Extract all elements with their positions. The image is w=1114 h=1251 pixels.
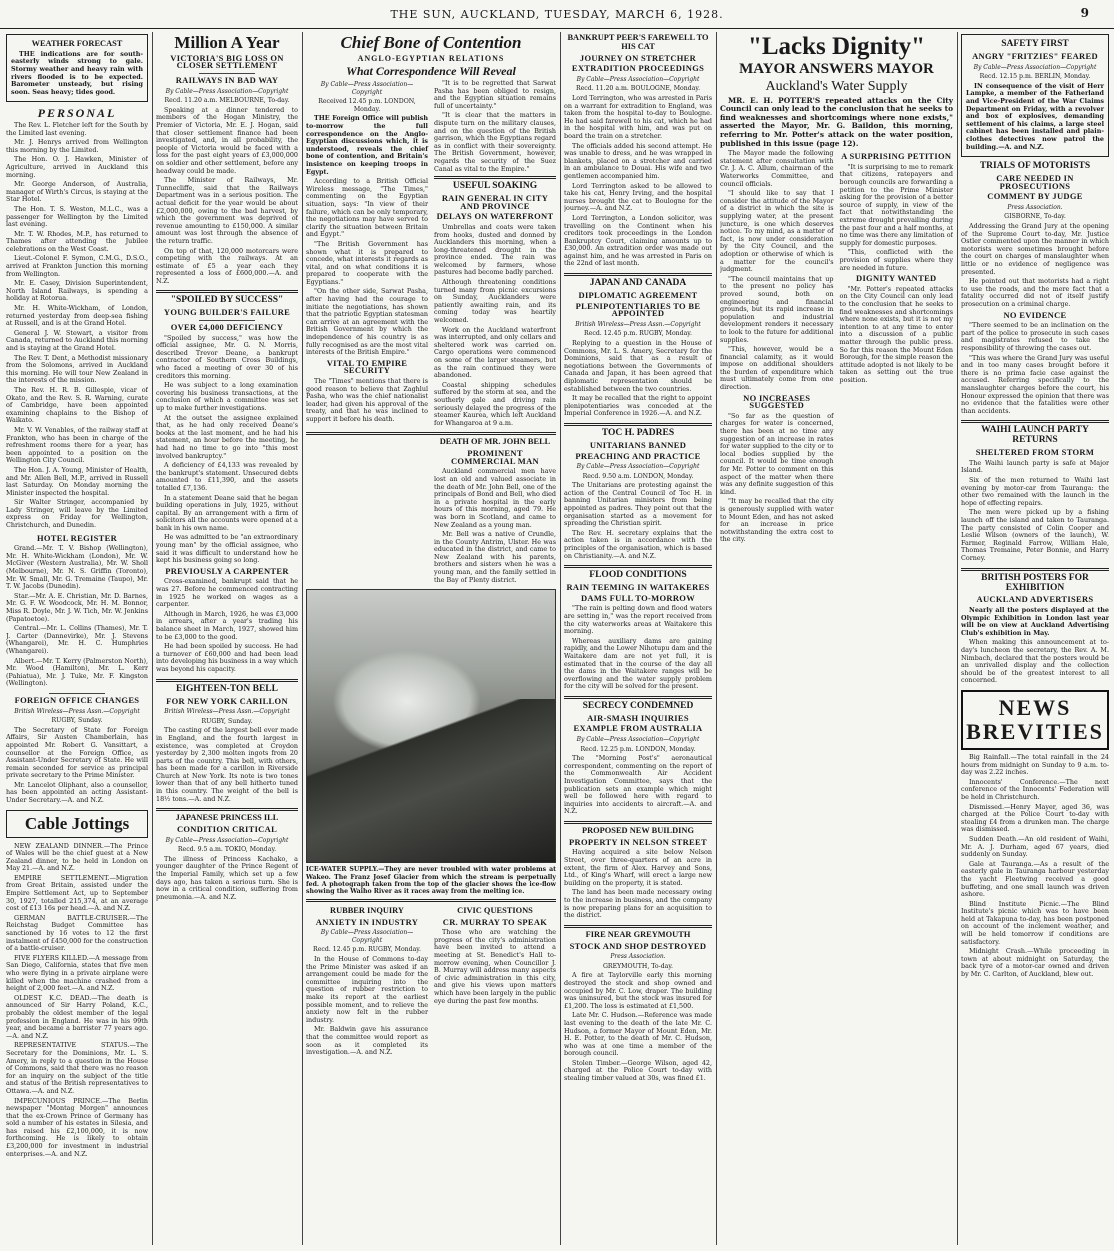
japan-canada-article: [564, 279, 712, 418]
paragraph: Nearly all the posters displayed at the Olympic Exhibition in London last year will be on view at Auckland Advertising Club's exhibition in May.: [961, 606, 1109, 637]
text-column: [434, 80, 556, 429]
subheading: A SURPRISING PETITION: [841, 151, 952, 162]
dateline: Recd. 12.15 p.m. BERLIN, Monday.: [979, 73, 1091, 81]
deck: DAMS FULL TO-MORROW: [580, 592, 695, 603]
divider: [961, 420, 1109, 423]
headline: FIRE NEAR GREYMOUTH: [585, 929, 691, 939]
paragraph: The Rev. H. R. B. Gillespie, vicar of Okato, and the Rev. S. R. Warning, curate of Cambridge, have been appointed examining chaplains to the Bishop of Waikato.: [6, 385, 148, 425]
headline: WEATHER FORECAST: [31, 39, 123, 48]
bankrupt-peer-article: [564, 34, 712, 268]
paragraph: Grand.—Mr. T. V. Bishop (Wellington), Mr. H. White-Wickham (London), Mr. W. McGiver (Western Australia), Mr. W. Sholl (Melbourne), Mr. N. S. Griffin (Toronto), Mr. W. Small, Mr. G. Tremaine (Taupo), Mr. T. W. Jacobs (Dunedin).: [6, 544, 148, 591]
credit-line: Press Association.: [1007, 203, 1063, 211]
headline: USEFUL SOAKING: [452, 181, 538, 192]
paragraph: Although threatening conditions turned many from picnic excursions on Sunday, Aucklanders were patiently awaiting rain, and its coming today was heartily welcomed.: [434, 278, 556, 325]
dateline: Received 12.45 p.m. LONDON, Monday.: [318, 98, 416, 113]
cable-jottings: [6, 810, 148, 838]
headline: RUBBER INQUIRY: [330, 905, 404, 915]
divider: [156, 679, 298, 682]
paragraph: Big Rainfall.—The total rainfall in the 24 hours from midnight on Sunday to 9 a.m. to-day was 2.22 inches.: [961, 753, 1109, 777]
paragraph: THE Foreign Office will publish to-morrow the full correspondence on the Anglo-Egyptian discussions which, it is understood, reveals the chief bone of contention, and Britain's insistence on keeping troops in Egypt.: [306, 114, 428, 176]
paragraph: Mr. T. W. Rhodes, M.P., has returned to Thames after attending the Jubilee celebrations on the West Coast.: [6, 229, 148, 253]
dateline: GISBORNE, To-day.: [1004, 213, 1066, 221]
dateline: Recd. 9.50 a.m. LONDON, Monday.: [582, 472, 694, 480]
headline: Million A Year: [174, 33, 280, 52]
paragraph: Gale at Tauranga.—As a result of the easterly gale in Tauranga harbour yesterday the yacht Fleetwing received a good buffeting, and one small launch was driven ashore.: [961, 859, 1109, 899]
foreign-office-article: [6, 694, 148, 805]
paragraph: Having acquired a site below Nelson Street, over three-quarters of an acre in extent, the firm of Alex. Harvey and Sons, Ltd., of King's Wharf, will erect a large new building on the property, it is stated.: [564, 848, 712, 887]
headline: JAPAN AND CANADA: [589, 278, 687, 289]
paragraph: OLDEST K.C. DEAD.—The death is announced of Sir Harry Poland, K.C., probably the oldest member of the legal profession in England. He was in his 99th year, and became a barrister 77 years ago.—A. and N.Z.: [6, 993, 148, 1040]
paragraph: At the outset the assignee explained that, as he had only received Deane's books at the last moment, and he had his statement, an hour before the meeting, he had had no time to go into "this most involved bankruptcy.": [156, 413, 298, 460]
dateline: Recd. 11.20 a.m. MELBOURNE, To-day.: [164, 97, 290, 105]
paragraph: Mr. J. Henrys arrived from Wellington this morning by the Limited.: [6, 138, 148, 154]
bell-article: [156, 685, 298, 804]
subheadline: AIR-SMASH INQUIRIES: [587, 712, 689, 723]
paragraph: "The rain is pelting down and flood waters are setting in," was the report received from the city waterworks areas at Waitakere this morning.: [564, 604, 712, 636]
paragraph: Dismissed.—Henry Mayer, aged 36, was charged at the Police Court to-day with stealing £4 from a drunken man. The charge was dismissed.: [961, 802, 1109, 834]
text-column: [306, 80, 428, 429]
column-5: [720, 32, 953, 1247]
deck: PLENIPOTENTIARIES TO BE APPOINTED: [575, 300, 701, 319]
paragraph: "I should like to say that I consider the attitude of the Mayor of a district in which the site is supplying water, at the present juncture, is one which deserves notice. To my mind, as a matter of fact, is now under consideration by the City Council, and the adoption or otherwise of which is a matter for the council's judgment.: [720, 189, 834, 274]
paragraph: "It is to be regretted that Sarwat Pasha has been obliged to resign, and the Egyptian situation remains full of uncertainty.": [434, 79, 556, 110]
subheadline: JOURNEY ON STRETCHER: [579, 52, 697, 63]
safety-first-article: [961, 34, 1109, 157]
paragraph: Mr. George Anderson, of Australia, manager of Wirth's Circus, is staying at the Star Hotel.: [6, 180, 148, 204]
headline: DEATH OF MR. JOHN BELL: [439, 437, 551, 447]
paragraph: The Rev. L. Fletcher left for the South by the Limited last evening.: [6, 120, 148, 137]
paragraph: FIVE FLYERS KILLED.—A message from San Diego, California, states that five men who were flying in a private airplane were killed when the machine crashed from a height of 2,000 feet.—A. and N.Z.: [6, 953, 148, 993]
subheadline: CR. MURRAY TO SPEAK: [442, 916, 548, 927]
subheading: NO EVIDENCE: [1003, 309, 1067, 320]
divider: [199, 320, 256, 321]
dateline: RUGBY, Sunday.: [51, 717, 103, 725]
paragraph: Mr. H. White-Wickham, of London, returned yesterday from deep-sea fishing at Russell, and is at the Grand Hotel.: [6, 304, 148, 328]
paragraph: "So far as the question of charges for water is concerned, there has been at no time any suggestion of an increase in rates for water supplied to the city or to local bodies supplied by the council. It would be time enough for Mr. Potter to comment on this aspect of the matter when there was any definite suggestion of this kind.: [720, 411, 834, 496]
headline: JAPANESE PRINCESS ILL: [175, 813, 279, 823]
spoiled-article: [156, 296, 298, 673]
subheadline: SHELTERED FROM STORM: [975, 447, 1095, 458]
paragraph: The officials added his second attempt. He was unable to dress, and he was wrapped in blankets, placed on a stretcher and carried in an ambulance to Douai. His wife and two gentlemen accompanied him.: [564, 141, 712, 180]
paragraph: It may be recalled that the right to appoint plenipotentiaries was conceded at the Imperial Conference in 1926.—A. and N.Z.: [564, 394, 712, 418]
paragraph: The Waihi launch party is safe at Major Island.: [961, 458, 1109, 475]
divider: [564, 423, 712, 426]
two-column-body: [306, 905, 556, 1059]
headline: FOREIGN OFFICE CHANGES: [14, 694, 140, 705]
paragraph: "The British Government has shown what it is prepared to concede, what interests it regards as vital, and on what conditions it is prepared to cooperate with the Egyptians.": [306, 239, 428, 286]
credit-line: By Cable—Press Association—Copyright: [165, 836, 289, 844]
paragraph: In a statement Deane said that he began building operations in July, 1925, without capital. By an arrangement with a firm of solicitors all the accounts were opened at a bank in his own name.: [156, 493, 298, 532]
deck: DELAYS ON WATERFRONT: [436, 211, 554, 222]
dateline: Recd. 12.45 p.m. RUGBY, Monday.: [584, 330, 692, 338]
rubber-article: [306, 905, 428, 1059]
subheadline: CONDITION CRITICAL: [176, 824, 278, 835]
paragraph: REPRESENTATIVE STATUS.—The Secretary for the Dominions, Mr. L. S. Amery, in reply to a question in the House of Commons, said that there was no reason for an inquiry on the subject of the title and status of the British representatives to Ottawa.—A. and N.Z.: [6, 1041, 148, 1095]
trials-motorists-article: [961, 162, 1109, 415]
paragraph: Stolen Timber.—George Wilson, aged 42, charged at the Police Court to-day with stealing timber valued at 30s, was fined £1.: [564, 1058, 712, 1083]
paragraph: Replying to a question in the House of Commons, Mr. L. S. Amery, Secretary for the Dominions, said that as a result of negotiations between the Governments of Canada and Japan, it has been agreed that diplomatic representation should be established between the two countries.: [564, 339, 712, 393]
headline: CIVIC QUESTIONS: [457, 905, 533, 915]
paragraph: General J. W. Stewart, a visitor from Canada, returned to Auckland this morning and is staying at the Grand Hotel.: [6, 328, 148, 352]
subheadline: DIPLOMATIC AGREEMENT: [578, 290, 698, 301]
paragraph: He was admitted to be "an extraordinary young man" by the official assignee, who said it was difficult to understand how he kept his business going so long.: [156, 533, 298, 565]
two-column-body: [306, 80, 556, 429]
paragraph: Sir Walter Stringer, accompanied by Lady Stringer, will leave by the Limited express on Friday for Wellington, Christchurch, and Dunedin.: [6, 498, 148, 530]
paragraph: EMPIRE SETTLEMENT.—Migration from Great Britain, assisted under the Empire Settlement Act, up to September 30, 1927, totalled 215,374, at an average cost of £13 16s per head.—A. and N.Z.: [6, 873, 148, 913]
credit-line: By Cable—Press Association—Copyright: [576, 736, 700, 744]
paragraph: "Mr. Potter's repeated attacks on the City Council can only lead to the conclusion that he seeks to find weaknesses and shortcomings where none exists, but it is not my intention to at any time to enter into a discussion of a public matter through the public press. So far this reason the Mount Eden Borough, for the simple reason the attitude adopted is not likely to be taken as setting out the true position.: [839, 284, 953, 384]
headline: "Lacks Dignity": [747, 33, 926, 60]
headline: FLOOD CONDITIONS: [589, 570, 687, 581]
credit-line: By Cable—Press Association—Copyright: [576, 463, 700, 471]
paragraph: The Rev. T. Dent, a Methodist missionary from the Solomons, arrived in Auckland this morning. He will tour New Zealand in the interests of the mission.: [6, 353, 148, 385]
column-1: [6, 32, 148, 1247]
headline: EIGHTEEN-TON BELL: [176, 683, 278, 694]
credit-line: By Cable—Press Association—Copyright: [576, 75, 700, 83]
paragraph: The Secretary of State for Foreign Affairs, Sir Austen Chamberlain, has appointed Mr. Robert G. Vansittart, a counsellor at the Foreign Office, as Assistant-Under Secretary of State. He will remain seconded for service as principal private secretary to the Prime Minister.: [6, 725, 148, 780]
masthead: [0, 0, 1114, 29]
hotel-register: [6, 532, 148, 688]
paragraph: Coastal shipping schedules suffered by the storm at sea, and the southerly gale and driving rain seriously delayed the progress of the steamer Kaurea, which left Auckland for Whangaroa at 9 a.m.: [434, 380, 556, 427]
headline: SAFETY FIRST: [1001, 39, 1069, 49]
two-column-body: [720, 150, 953, 546]
divider: [564, 821, 712, 824]
page-number: 9: [1080, 6, 1090, 20]
paragraph: "It is clear that the matters in dispute turn on the military clauses, and on the question of the British garrison, which the Egyptians regard as in conflict with their sovereignty. The British Government, however, regards the security of the Suez Canal as vital to the Empire.": [434, 111, 556, 173]
paragraph: "This, however, would be a financial calamity, as it would impose on additional shoulders the burden of expenditure which must ultimately come from one direction.: [720, 345, 834, 392]
divider: [49, 693, 106, 694]
subheadline: RAIN TEEMING IN WAITAKERES: [566, 582, 710, 593]
paragraph: "It may be recalled that the city is generously supplied with water to Mount Eden, and has not asked for an increase in price notwithstanding the extra cost to the city.: [720, 497, 834, 544]
article-text: THE indications are for south-easterly winds strong to gale. Stormy weather and heavy rain with rivers flooded is to be expected. Barometer unsteady, but rising soon. Seas heavy; tides good.: [11, 49, 143, 96]
subheadline: STOCK AND SHOP DESTROYED: [569, 940, 707, 951]
divider: [564, 565, 712, 568]
paragraph: The men were picked up by a fishing launch off the island and taken to Tauranga. The party consisted of Colin Cooper and Leslie Wilson (owners of the launch), W. Farmer, Reginald Farrow, William Hale, Thomas Tremaine, Peter Bonnie, and Harry Corney.: [961, 508, 1109, 562]
headline: TRIALS OF MOTORISTS: [979, 161, 1091, 172]
paragraph: Lord Terrington asked to be allowed to take his cat, Henry Irving, and the hospital nurses brought the cat to Boulogne for the journey.—A. and N.Z.: [564, 181, 712, 213]
subheadline: VICTORIA'S BIG LOSS ON CLOSER SETTLEMENT: [170, 52, 284, 71]
subheadline: PROPERTY IN NELSON STREET: [569, 836, 707, 847]
paragraph: Blind Institute Picnic.—The Blind Institute's picnic which was to have been held at Takapuna to-day, has been postponed on account of the inclement weather, and will be held tomorrow if conditions are satisfactory.: [961, 899, 1109, 946]
paragraph: Addressing the Grand Jury at the opening of the Supreme Court to-day, Mr. Justice Ostler commented upon the manner in which motorists were sometimes brought before the court on charges of manslaughter when little or no evidence of negligence was presented.: [961, 222, 1109, 276]
subheadline: MAYOR ANSWERS MAYOR: [739, 61, 934, 78]
headline: SECRECY CONDEMNED: [582, 700, 694, 711]
divider: [564, 696, 712, 699]
deck: COMMENT BY JUDGE: [987, 191, 1083, 202]
subheadline: FOR NEW YORK CARILLON: [166, 695, 288, 706]
deck: EXAMPLE FROM AUSTRALIA: [573, 723, 703, 734]
subheading: DIGNITY WANTED: [856, 273, 937, 284]
credit-line: By Cable—Press Association—Copyright: [320, 81, 414, 96]
credit-line: By Cable—Press Association—Copyright: [165, 87, 289, 95]
paragraph: The casting of the largest bell ever made in England, and the fourth largest in existence, was completed at Croydon yesterday by 2,300 molten ingots from 20 parts of the country. This bell, with others, has been made for a carillon in Riverside Church at New York. Its note is two tones lower than that of any bell hitherto tuned in this country. The weight of the bell is 18½ tons.—A. and N.Z.: [156, 726, 298, 803]
paragraph: He was subject to a long examination covering his business transactions, at the conclusion of which a committee was set up to make further investigations.: [156, 381, 298, 412]
paragraph: Mr. E. Casey, Division Superintendent, North Island Railways, is spending a holiday at Rotorua.: [6, 279, 148, 303]
text-column: [840, 150, 954, 546]
paragraph: "There seemed to be an inclination on the part of the police to prosecute in such cases and magistrates refused to take the responsibility of throwing the cases out.: [961, 321, 1109, 352]
paragraph: IMPECUNIOUS PRINCE.—The Berlin newspaper "Montag Morgen" announces that the ex-Crown Prince of Germany has sold a number of his estates in Silesia, and has raised his £2,100,000, it is now forthcoming. He is likely to obtain £3,200,000 for investment in industrial enterprises.—A. and N.Z.: [6, 1096, 148, 1158]
paragraph: Work on the Auckland waterfront was interrupted, and only cellars and sheltered work was carried on. Cargo operations were commenced on some of the larger steamers, but as the rain continued they were abandoned.: [434, 325, 556, 380]
dateline: Recd. 12.45 p.m. RUGBY, Monday.: [313, 946, 421, 954]
deck: PREACHING AND PRACTICE: [575, 450, 701, 461]
column-rule: [957, 32, 958, 1245]
paragraph: IN consequence of the visit of Herr Lampke, a member of the Fatherland and Vice-President of the War Claims Department on Friday, with a revolver and box of explosives, demanding settlement of his claims, a large steel cabinet has been installed and plain-clothes detectives now patrol the building.—A. and N.Z.: [966, 81, 1104, 151]
paragraph: He pointed out that motorists had a right to use the roads, and the mere fact that a fatality occurred did not of itself justify prosecution on a criminal charge.: [961, 277, 1109, 308]
paragraph: The "Times" mentions that there is good reason to believe that Zaghlul Pasha, who was the chief nationalist leader, had given his approval of the treaty, and that he was inclined to support it before his death.: [306, 377, 428, 423]
headline: Chief Bone of Contention: [340, 33, 522, 52]
cable-jottings-items: [6, 843, 148, 1159]
paragraph: On top of that, 120,000 motorcars were competing with the railways. At an estimate of £5 a year each they represented a loss of £600,000.—A. and N.Z.: [156, 246, 298, 285]
subheadline: ANXIETY IN INDUSTRY: [315, 916, 419, 927]
credit-line: By Cable—Press Association—Copyright: [320, 929, 414, 944]
paragraph: The Hon. J. A. Young, Minister of Health, and Mr. Allen Bell, M.P., arrived in Russell last Saturday. On Monday morning the Minister inspected the hospital.: [6, 465, 148, 497]
paragraph: The land has been made necessary owing to the increase in business, and the company is now preparing plans for an acquisition to the district.: [564, 888, 712, 920]
flood-article: [564, 571, 712, 691]
column-6: [961, 32, 1109, 1247]
paragraph: "This was where the Grand Jury was useful and in too many cases brought before it there is no prima facie case against the accused. Referring specifically to the manslaughter charges before the court, his Honour expressed the opinion that there was no evidence that the fatalities were other than accidents.: [961, 353, 1109, 415]
civic-article: [434, 905, 556, 1059]
paragraph: Albert.—Mr. T. Kerry (Palmerston North), Mr. Wood (Hamilton), Mr. L. Kerr (Pahiatua), Mr. J. Tuke, Mr. F. Kingston (Wellington).: [6, 656, 148, 688]
paragraph: GERMAN BATTLE-CRUISER.—The Reichstag Budget Committee has sanctioned by 16 votes to 12 the first instalment of £450,000 for the construction of a battle-cruiser.: [6, 913, 148, 953]
paragraph: Central.—Mr. L. Collins (Thames), Mr. T. J. Carter (Dannevirke), Mr. J. Stevens (Whangarei), Mr. H. C. Humphries (Whangarei).: [6, 624, 148, 655]
credit-line: Press Association.: [610, 953, 666, 961]
british-posters-article: [961, 574, 1109, 685]
dateline: Recd. 12.25 p.m. LONDON, Monday.: [580, 745, 696, 753]
masthead-title: THE SUN, AUCKLAND, TUESDAY, MARCH 6, 1928.: [390, 7, 724, 21]
paragraph: The Hon. T. S. Weston, M.L.C., was a passenger for Wellington by the Limited last evening.: [6, 204, 148, 229]
deck: RAILWAYS IN BAD WAY: [175, 75, 279, 86]
paragraph: Mr. Bell was a native of Crundle, in the County Antrim, Ulster. He was educated in the district, and came to New Zealand with his parents, brothers and sisters when he was a young man, and the family settled in the Bay of Plenty district.: [434, 530, 556, 584]
text-column: [720, 150, 834, 546]
paragraph: The illness of Princess Kachako, a younger daughter of the Prince Regent of the Imperial Family, which set up a few days ago, has taken a serious turn. She is now in a critical condition, suffering from pneumonia.—A. and N.Z.: [156, 854, 298, 901]
paragraph: Lord Terrington, who was arrested in Paris on a warrant for extradition to England, was taken from the hospital to-day to Boulogne. He had said farewell to his cat, which he had in the hospital with him, and was put on board the train on a stretcher.: [564, 94, 712, 140]
column-rule: [716, 32, 717, 1245]
paragraph: "This, conflicted with the provision of supplies where they are needed in future.: [839, 248, 953, 272]
paragraph: Auckland commercial men have lost an old and valued associate in the death of Mr. John Bell, one of the principals of Bond and Bell, who died in a private hospital in the early hours of this morning, aged 79. He was born in Scotland, and came to New Zealand as a young man.: [434, 467, 556, 529]
paragraph: Lord Terrington, a London solicitor, was travelling on the Continent when his creditors took proceedings in the London Bankruptcy Court, claiming amounts up to £30,000. An extradition order was made out against him, and he was arrested in Paris on the 22nd of last month.: [564, 213, 712, 268]
paragraph: Midnight Crash.—While proceeding in town at about midnight on Saturday, the back tyre of a motor-car owned and driven by Mr. C. Carlton, of Auckland, blew out.: [961, 947, 1109, 979]
intro-paragraph: MR. E. H. POTTER'S repeated attacks on the City Council can only lead to the conclusion that he seeks to find weaknesses and shortcomings where none exists," asserted the Mayor, Mr. G. Baildon, this morning, referring to Mr. Potter's attack on the water position, published in this issue (page 12).: [720, 95, 953, 148]
fire-article: [564, 931, 712, 1083]
weather-forecast: [6, 34, 148, 102]
paragraph: Mr. Baldwin gave his assurance that the committee would report as soon as it completed its investigation.—A. and N.Z.: [306, 1025, 428, 1057]
paragraph: Those who are watching the progress of the city's administration have been invited to attend a meeting at St. Benedict's Hall to-morrow evening, when Councillor J. B. Murray will address many aspects of civic administration in this city, and give his views upon matters which have been largely in the public eye during the past few months.: [434, 928, 556, 1005]
paragraph: NEW ZEALAND DINNER.—The Prince of Wales will be the chief guest at a New Zealand dinner, to be held in London on May 21.—A. and N.Z.: [6, 841, 148, 873]
headline: BANKRUPT PEER'S FAREWELL TO HIS CAT: [567, 33, 709, 51]
paragraph: Star.—Mr. A. E. Christian, Mr. D. Barnes, Mr. G. F. W. Woodcock, Mr. H. M. Bonnor, Miss R. Doyle, Mr. J. W. Tich, Mr. W. Jenkins (Papatoetoe).: [6, 591, 148, 623]
paragraph: The Minister of Railways, Mr. Tunnecliffe, said that the Railways Department was in a serious position. The actual deficit for the year would be about £2,000,000, owing to the bad harvest, by which the government was deprived of revenue amounting to £150,000. A similar amount was lost through the absence of the return traffic.: [156, 176, 298, 245]
dateline: GREYMOUTH, To-day.: [602, 962, 674, 970]
paragraph: Lieut.-Colonel F. Symon, C.M.G., D.S.O., arrived at Frankton Junction this morning from Wellington.: [6, 254, 148, 278]
divider: [434, 176, 556, 179]
waihi-launch-article: [961, 426, 1109, 562]
divider: [156, 808, 298, 811]
paragraph: "It is surprising to me to remark that citizens, ratepayers and borough councils are forwarding a petition to the Prime Minister asking for the provision of a better source of supply, in view of the fact that notwithstanding the extreme drought prevailing during the past four and a half months, at no time was there any limitation of supply for domestic purposes.: [839, 162, 953, 247]
subheadline: AUCKLAND ADVERTISERS: [976, 594, 1094, 605]
paragraph: He had been spoiled by success. He had a turnover of £60,000 and had been lead into developing his business in a way which was beyond his capacity.: [156, 642, 298, 673]
paragraph: Mr. V. W. Venables, of the railway staff at Frankton, who has been in charge of the refreshment rooms there for a year, has been appointed to a position on the Wellington City Council.: [6, 425, 148, 465]
dateline: Recd. 9.5 a.m. TOKIO, Monday.: [177, 846, 277, 854]
column-2: [156, 32, 298, 1247]
headline: Cable Jottings: [24, 813, 130, 833]
news-brevities-box: [961, 690, 1109, 750]
secrecy-article: [564, 702, 712, 816]
paragraph: In the House of Commons to-day the Prime Minister was asked if an arrangement could be made for the committee inquiring into the question of rubber restriction to make its report at the earliest possible moment, and to relieve the anxiety now felt in the rubber industry.: [306, 955, 428, 1024]
divider: [564, 273, 712, 276]
credit-line: By Cable—Press Association—Copyright: [973, 63, 1097, 71]
paragraph: Whereas auxiliary dams are gaining rapidly, and the Lower Nihotupu dam and the Waitakere dam are not yet full, it is estimated that in the course of the day all the dams in the Waitakere ranges will be overflowing and the water supply problem for the city will be solved for the present.: [564, 636, 712, 691]
photo-rock-region: [307, 699, 555, 862]
subheading: VITAL TO EMPIRE SECURITY: [326, 357, 408, 376]
paragraph: The Mayor made the following statement after consultation with Cr. J. A. C. Allum, chairman of the Waterworks Committee, and council officials.: [720, 149, 834, 188]
column-rule: [302, 32, 303, 1245]
paragraph: Although in March, 1926, he was £3,000 in arrears, after a year's trading his balance sheet in March, 1927, showed him to be £3,000 to the good.: [156, 609, 298, 641]
toc-h-article: [564, 429, 712, 560]
column-rule: [560, 32, 561, 1245]
column-4: [564, 32, 712, 1247]
paragraph: "On the other side, Sarwat Pasha, after having had the courage to initiate the negotiations, has shown that the patriotic Egyptian statesman can arrive at an agreement with the British Government by which the independence of his country is as fully recognised as are the most vital interests of the British Empire.": [306, 287, 428, 357]
subheading: PREVIOUSLY A CARPENTER: [165, 565, 289, 576]
paragraph: The Rev. H. secretary explains that the action taken is in accordance with the principles of the organisation, which is based on Christianity.—A. and N.Z.: [564, 528, 712, 560]
headline: BRITISH POSTERS FOR EXHIBITION: [981, 572, 1089, 593]
subheadline: YOUNG BUILDER'S FAILURE: [163, 307, 291, 318]
deck: EXTRADITION PROCEEDINGS: [571, 63, 705, 74]
paragraph: When making this announcement at to-day's luncheon the secretary, the Rev. A. M. Nimbach, declared that the posters would be an unrivalled display and the collection should be of the greatest interest to all concerned.: [961, 638, 1109, 685]
subheadline: ANGRY "FRITZIES" FEARED: [972, 50, 1098, 61]
paragraph: "Spoiled by success," was how the official assignee, Mr. G. N. Morris, described Trevor Deane, a bankrupt contractor of Southern Cross Buildings, who faced a meeting of over 30 of his creditors this morning.: [156, 333, 298, 380]
paragraph: Umbrellas and coats were taken from hooks, dusted and donned by Aucklanders this morning, when a long-threatened drought in the province ended. The rain was welcomed by farmers, whose pastures had become badly parched.: [434, 222, 556, 277]
deck: Auckland's Water Supply: [765, 79, 908, 94]
paragraph: A fire at Taylorville early this morning destroyed the stock and shop owned and occupied by Mr. C. Low, draper. The building was uninsured, but the stock was insured for £1,200. The loss is estimated at £1,500.: [564, 971, 712, 1010]
headline: WAIHI LAUNCH PARTY RETURNS: [981, 425, 1089, 446]
divider: [306, 432, 556, 435]
dateline: RUGBY, Sunday.: [201, 717, 253, 725]
column-rule: [152, 32, 153, 1245]
headline: "SPOILED BY SUCCESS": [170, 295, 284, 306]
princess-article: [156, 814, 298, 901]
headline: PROPOSED NEW BUILDING: [582, 826, 694, 835]
divider: [564, 925, 712, 928]
paragraph: The "Morning Post's" aeronautical correspondent, commenting on the report of the Commonwealth Air Accident Investigation Committee, says that the publication sets an example which might well be followed here with regard to inquiries into accidents to aircraft.—A. and N.Z.: [564, 754, 712, 816]
paragraph: Cross-examined, bankrupt said that he was 27. Before he commenced contracting in 1925 he worked on wages as a carpenter.: [156, 577, 298, 609]
paragraph: Innocents' Conference.—The next conference of the Innocents' Federation will be held in Christchurch.: [961, 777, 1109, 801]
divider: [961, 568, 1109, 571]
divider: [306, 899, 556, 902]
paragraph: A deficiency of £4,133 was revealed by the bankrupt's statement. Unsecured debts amounted to £11,390, and the assets totalled £7,136.: [156, 461, 298, 492]
subheadline: RAIN GENERAL IN CITY AND PROVINCE: [441, 193, 549, 211]
paragraph: Six of the men returned to Waihi last evening by motor-car from Tauranga: the other two remained with the launch in the hope of effecting repairs.: [961, 476, 1109, 507]
credit-line: British Wireless—Press Assn.—Copyright: [164, 708, 290, 716]
dateline: Recd. 11.20 a.m. BOULOGNE, Monday.: [575, 85, 701, 93]
million-article: [156, 34, 298, 285]
paragraph: "The council maintains that up to the present no policy has proved sound, both on engineering and financial grounds, but its rapid increase in population and industrial development renders it necessary to look to the future for additional supplies.: [720, 274, 834, 344]
photo-caption: ICE-WATER SUPPLY.—They are never troubled with water problems at Wakeo. The Franz Josef Glacier from which the stream is perpetually fed. A photograph taken from the top of the glacier shows the ice-flow showing the Waiho River as it races away from the melting ice.: [306, 866, 556, 896]
paragraph: Sudden Death.—An old resident of Waihi, Mr. A. J. Durham, aged 67 years, died suddenly on Sunday.: [961, 834, 1109, 859]
lacks-dignity-article: [720, 34, 953, 546]
subheadline: PROMINENT COMMERCIAL MAN: [450, 448, 539, 466]
chief-bone-article: [306, 34, 556, 584]
subheading: NO INCREASES SUGGESTED: [743, 392, 811, 411]
paragraph: The Hon. O. J. Hawken, Minister of Agriculture, arrived in Auckland this morning.: [6, 155, 148, 179]
personal-article: [6, 107, 148, 529]
subheadline: ANGLO-EGYPTIAN RELATIONS: [357, 53, 505, 63]
deck: OVER £4,000 DEFICIENCY: [170, 322, 284, 333]
headline: PERSONAL: [37, 106, 117, 121]
paragraph: Speaking at a dinner tendered to members of the Hogan Ministry, the Premier of Victoria, Mr. E. J. Hogan, said that closer settlement finance had been investigated, and, in all probability, the people of Victoria would be faced with a loss for the past eight years of £3,000,000 on soldier and other settlement, before any headway could be made.: [156, 105, 298, 175]
subheadline: CARE NEEDED IN PROSECUTIONS: [996, 173, 1074, 191]
divider: [199, 73, 256, 74]
news-brevities-items: [961, 754, 1109, 979]
headline: NEWS BREVITIES: [966, 695, 1104, 744]
column-3: [306, 32, 556, 1247]
headline: TOC H. PADRES: [601, 427, 675, 438]
paragraph: The Unitarians are protesting against the action of the Central Council of Toc H. in banning Unitarian ministers from being appointed as padres. They point out that the organisation started as a movement for spreading the Christian spirit.: [564, 481, 712, 528]
divider: [156, 290, 298, 293]
deck: What Correspondence Will Reveal: [346, 64, 516, 79]
paragraph: Late Mr. C. Hudson.—Reference was made last evening to the death of the late Mr. C. Hudson, a former Mayor of Mount Eden, Mr. H. E. Potter, to the death of Mr. C. Hudson, who was at one time a member of the borough council.: [564, 1011, 712, 1058]
paragraph: According to a British Official Wireless message, "The Times," commenting on the Egyptian situation, says: "In view of their failure, which can be only temporary, the negotiations may have served to clarify the situation between Britain and Egypt.": [306, 177, 428, 239]
glacier-photo: [306, 589, 556, 863]
paragraph: Mr. Lancelot Oliphant, also a counsellor, has been appointed an acting Assistant-Under Secretary.—A. and N.Z.: [6, 780, 148, 805]
credit-line: British Wireless—Press Assn.—Copyright: [14, 707, 140, 715]
credit-line: British Wireless—Press Assn.—Copyright: [575, 320, 701, 328]
subheadline: UNITARIANS BANNED: [589, 439, 687, 450]
death-article: [434, 438, 556, 584]
building-article: [564, 827, 712, 920]
headline: HOTEL REGISTER: [36, 532, 118, 543]
